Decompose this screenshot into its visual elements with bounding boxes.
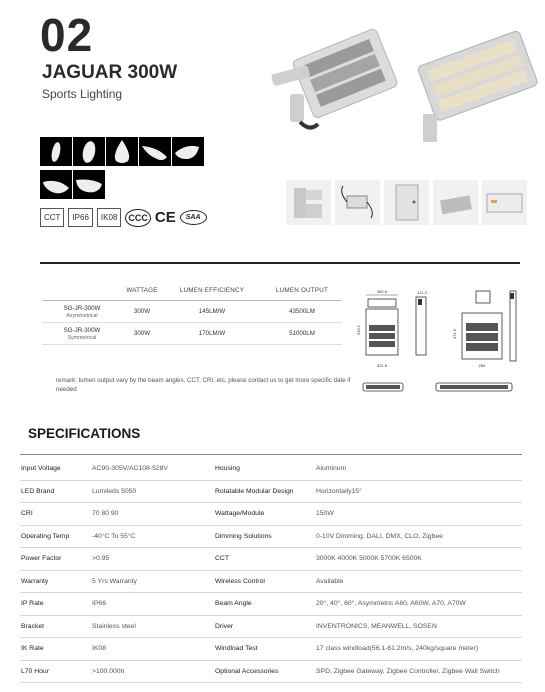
spec-label: Warranty <box>21 577 49 585</box>
dimension-drawing-side <box>410 289 434 359</box>
width-dim-label-2: 321.8 <box>376 363 388 368</box>
dimension-drawing-bottom-1 <box>360 377 406 395</box>
spec-label: Bracket <box>21 622 45 630</box>
spec-value: 5 Yrs Warranty <box>92 577 137 585</box>
beam-asym-a60w-icon <box>172 137 204 166</box>
spec-row <box>20 571 522 594</box>
efficiency-value: 145LM/W <box>198 308 226 315</box>
spec-value: 17 class windload(56.1-61.2m/s, 240kg/square meter) <box>316 645 479 653</box>
spec-label: IK Rate <box>21 645 44 653</box>
spec-label: Housing <box>215 465 240 473</box>
table-row <box>42 323 342 345</box>
header-lumen-output: LUMEN OUTPUT <box>275 287 329 294</box>
spec-row <box>20 481 522 504</box>
height-dim-label: 471.6 <box>452 328 457 339</box>
dimension-drawing-side-2 <box>506 289 520 364</box>
efficiency-value: 170LM/W <box>198 330 226 337</box>
model-table <box>42 287 342 345</box>
beam-20-icon <box>40 137 72 166</box>
spec-label: Beam Angle <box>215 600 252 608</box>
beam-angle-icons-row1 <box>40 137 204 166</box>
spec-label: Optional Accessories <box>215 667 279 675</box>
spec-label: Rotatable Modular Design <box>215 487 294 495</box>
spec-row <box>20 458 522 481</box>
spec-value: IK08 <box>92 645 106 653</box>
ccc-logo: CCC <box>125 209 151 227</box>
spec-label: L70 Hour <box>21 667 49 675</box>
spec-row <box>20 638 522 661</box>
spec-value: Aluminum <box>316 465 347 473</box>
accessory-photos <box>286 180 527 225</box>
wattage-value: 300W <box>133 308 151 315</box>
model-name: SG-JR-300W <box>63 326 101 334</box>
svg-text:515.2: 515.2 <box>356 324 361 335</box>
beam-asym-a60-icon <box>139 137 171 166</box>
section-divider <box>40 262 520 264</box>
spec-value: -40°C To 55°C <box>92 532 136 540</box>
width-dim-label: 380.6 <box>376 289 388 294</box>
spec-value: 150W <box>316 510 334 518</box>
spec-label: CRI <box>21 510 33 518</box>
spec-label: IP Rate <box>21 600 44 608</box>
controller-icon <box>433 180 478 225</box>
spec-value: Available <box>316 577 344 585</box>
output-value: 43500LM <box>289 308 315 315</box>
beam-asym-a70-icon <box>40 170 72 199</box>
beam-asym-a70w-icon <box>73 170 105 199</box>
model-type: Symmetrical <box>67 334 97 341</box>
spec-value: Stainless steel <box>92 622 136 630</box>
header-lumen-efficiency: LUMEN EFFICIENCY <box>179 287 245 294</box>
spec-row <box>20 661 522 684</box>
ip66-badge: IP66 <box>68 208 92 227</box>
beam-60-icon <box>106 137 138 166</box>
beam-angle-icons-row2 <box>40 170 105 199</box>
product-number: 02 <box>40 9 94 61</box>
spec-value: >0.95 <box>92 555 110 563</box>
product-category: Sports Lighting <box>42 87 123 101</box>
header-wattage: WATTAGE <box>126 287 158 294</box>
spec-value: IP66 <box>92 600 106 608</box>
model-table-header <box>42 287 342 301</box>
beam-40-icon <box>73 137 105 166</box>
spec-row <box>20 548 522 571</box>
spec-value: SPD, Zigbee Gateway, Zigbee Controller, Zigbee Wall Switch <box>316 667 500 675</box>
specifications-heading: SPECIFICATIONS <box>28 426 141 441</box>
wattage-value: 300W <box>133 330 151 337</box>
model-name: SG-JR-300W <box>63 304 101 312</box>
ik08-badge: IK08 <box>97 208 121 227</box>
spec-row <box>20 503 522 526</box>
dimension-drawing-front <box>352 285 412 371</box>
product-title: JAGUAR 300W <box>42 62 178 83</box>
spec-label: CCT <box>215 555 229 563</box>
spec-value: 20°, 40°, 60°, Asymmetric A60, A60W, A70, A70W <box>316 600 466 608</box>
ce-logo: CE <box>154 209 176 226</box>
spec-value: AC90-305V/AC108-528V <box>92 465 168 473</box>
specifications-table <box>20 458 522 683</box>
table-row <box>42 301 342 323</box>
spec-label: LED Brand <box>21 487 55 495</box>
plan-dim-label: 284 <box>478 363 486 368</box>
spec-label: Wireless Control <box>215 577 265 585</box>
lamp-photo-pole <box>405 30 540 145</box>
spec-label: Driver <box>215 622 234 630</box>
lamp-photo-bracket <box>262 24 402 136</box>
spec-label: Windload Test <box>215 645 258 653</box>
cct-badge: CCT <box>40 208 64 227</box>
spec-label: Operating Temp <box>21 532 70 540</box>
rotatable-bracket-icon <box>286 180 331 225</box>
spec-row <box>20 616 522 639</box>
spec-label: Input Voltage <box>21 465 61 473</box>
spec-value: 3000K 4000K 5000K 5700K 6500K <box>316 555 422 563</box>
spec-value: 0-10V Dimming, DALI, DMX, CLO, Zigbee <box>316 532 443 540</box>
certification-badges <box>40 208 207 227</box>
spec-value: >100.000h <box>92 667 125 675</box>
side-dim-label: 121.2 <box>416 290 428 295</box>
spec-label: Wattage/Module <box>215 510 265 518</box>
saa-logo: SAA <box>180 210 207 225</box>
spec-value: Lumileds 5050 <box>92 487 137 495</box>
spec-value: INVENTRONICS, MEANWELL, SOSEN <box>316 622 437 630</box>
dimension-drawing-bottom-2 <box>432 377 516 397</box>
output-value: 51000LM <box>289 330 315 337</box>
model-type: Asymmetrical <box>66 312 98 319</box>
spec-row <box>20 526 522 549</box>
spec-label: Power Factor <box>21 555 62 563</box>
driver-cable-icon <box>335 180 380 225</box>
remark-text: remark: lumen output vary by the beam angles, CCT, CRI, etc, please contact us to get more specific date if needed <box>56 377 351 393</box>
spec-value: Horizontally15° <box>316 487 362 495</box>
spec-divider <box>20 454 522 455</box>
wall-switch-icon <box>482 180 527 225</box>
spec-label: Dimming Solutions <box>215 532 272 540</box>
zigbee-box-icon <box>384 180 429 225</box>
spec-value: 70 80 90 <box>92 510 119 518</box>
spec-row <box>20 593 522 616</box>
